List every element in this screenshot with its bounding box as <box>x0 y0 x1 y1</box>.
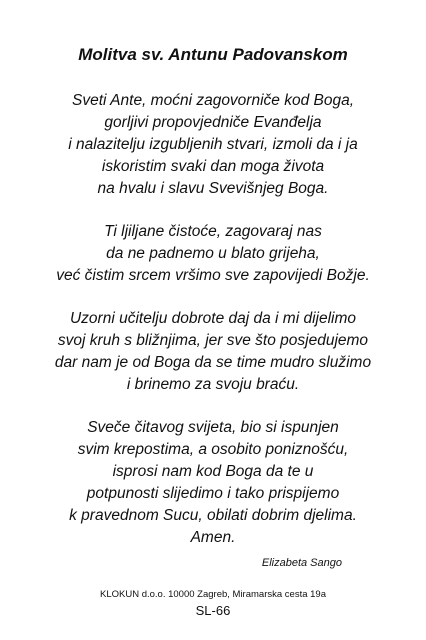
prayer-line: Ti ljiljane čistoće, zagovaraj nas <box>104 223 322 240</box>
prayer-line: svim krepostima, a osobito poniznošću, <box>77 441 349 458</box>
prayer-line: gorljivi propovjedniče Evanđelja <box>104 114 322 131</box>
prayer-line: iskoristim svaki dan moga života <box>101 158 325 175</box>
prayer-line: i brinemo za svoju braću. <box>126 376 300 393</box>
prayer-line: k pravednom Sucu, obilati dobrim djelima. <box>69 507 357 524</box>
prayer-line: na hvalu i slavu Svevišnjeg Boga. <box>97 180 329 197</box>
prayer-line: da ne padnemo u blato grijeha, <box>106 245 320 262</box>
publisher-info: KLOKUN d.o.o. 10000 Zagreb, Miramarska cesta 19a <box>99 589 326 600</box>
prayer-line: potpunosti slijedimo i tako prispijemo <box>86 485 340 502</box>
prayer-line: Sveče čitavog svijeta, bio si ispunjen <box>87 419 339 436</box>
stanza-2 <box>0 221 426 287</box>
prayer-line: Uzorni učitelju dobrote daj da i mi dijelimo <box>69 310 357 327</box>
author-name: Elizabeta Sango <box>261 557 342 569</box>
prayer-title: Molitva sv. Antunu Padovanskom <box>78 45 348 64</box>
prayer-line: isprosi nam kod Boga da te u <box>112 463 314 480</box>
prayer-body <box>0 90 426 570</box>
stanza-4 <box>0 417 426 549</box>
prayer-line: Amen. <box>190 529 236 546</box>
prayer-line: svoj kruh s bližnjima, jer sve što posjedujemo <box>57 332 369 349</box>
prayer-line: i nalazitelju izgubljenih stvari, izmoli da i ja <box>68 136 358 153</box>
product-code: SL-66 <box>195 603 231 618</box>
prayer-line: Sveti Ante, moćni zagovorniče kod Boga, <box>71 92 355 109</box>
stanza-3 <box>0 308 426 396</box>
prayer-line: već čistim srcem vršimo sve zapovijedi Božje. <box>56 267 370 284</box>
prayer-line: dar nam je od Boga da se time mudro služimo <box>54 354 372 371</box>
stanza-1 <box>0 90 426 200</box>
